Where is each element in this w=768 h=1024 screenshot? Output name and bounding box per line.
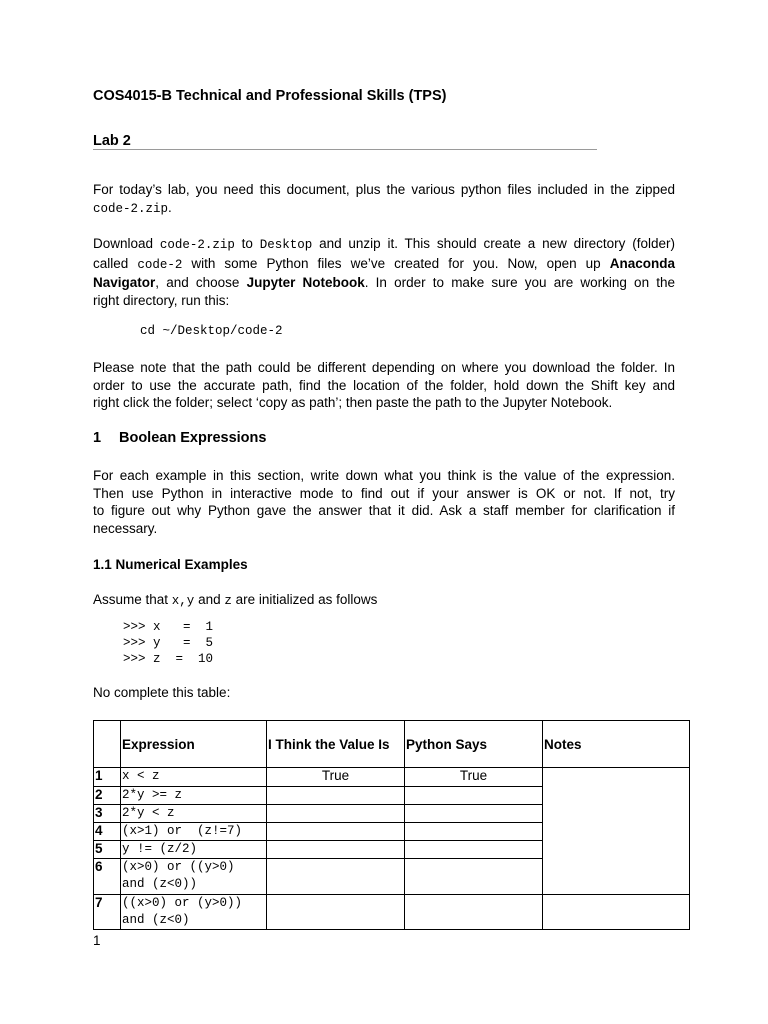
header-think: I Think the Value Is	[267, 721, 405, 768]
document-title: COS4015-B Technical and Professional Skills (TPS)	[93, 88, 447, 104]
zip-filename-code: code-2.zip	[159, 238, 235, 252]
row-python: True	[405, 768, 543, 787]
header-python: Python Says	[405, 721, 543, 768]
header-index	[94, 721, 121, 768]
assume-sentence: Assume that x,y and z are initialized as follows	[93, 592, 378, 608]
table-row: 5 y != (z/2)	[94, 841, 690, 859]
zip-filename: code-2.zip	[93, 201, 169, 216]
init-code-block: >>> x = 1 >>> y = 5 >>> z = 10	[123, 620, 214, 666]
jupyter-label: Jupyter Notebook	[246, 275, 365, 291]
row-think: True	[267, 768, 405, 787]
notes-cell	[543, 895, 690, 930]
section-intro-paragraph: For each example in this section, write down what you think is the value of the expression. Then use Python in interactive mode to find out if your answer is OK or not. If not, try to figure out why Python gave the answer that it did. Ask a staff member for clarification if necessary.	[93, 468, 675, 537]
section-title: Boolean Expressions	[119, 430, 267, 446]
table-row: 2 2*y >= z	[94, 787, 690, 805]
intro-line: For today’s lab, you need this document, plus the various python files included in the zipped	[93, 182, 675, 197]
download-paragraph: Download code-2.zip to Desktop and unzip it. This should create a new directory (folder) called code-2 with some Python files we’ve created for you. Now, open up Anaconda Navigator, and choose Jupyter Notebook. In order to make sure you are working on the right directory, run this:	[93, 236, 676, 309]
table-row: 3 2*y < z	[94, 805, 690, 823]
table-row: 6 (x>0) or ((y>0) and (z<0))	[94, 859, 690, 895]
heading-rule	[93, 149, 597, 150]
anaconda-label: Anaconda	[609, 255, 675, 271]
cd-command: cd ~/Desktop/code-2	[140, 324, 283, 338]
table-row: 4 (x>1) or (z!=7)	[94, 823, 690, 841]
lab-heading: Lab 2	[93, 133, 131, 149]
section-number: 1	[93, 430, 102, 446]
row-number: 1	[94, 768, 121, 787]
subsection-heading: 1.1 Numerical Examples	[93, 557, 248, 572]
table-instruction: No complete this table:	[93, 685, 231, 700]
desktop-code: Desktop	[259, 238, 313, 252]
table-row: 7 ((x>0) or (y>0)) and (z<0)	[94, 895, 690, 930]
section-heading	[93, 430, 266, 446]
expression-table	[93, 720, 690, 930]
folder-name-code: code-2	[137, 257, 183, 272]
page-number: 1	[93, 933, 101, 948]
header-notes: Notes	[543, 721, 690, 768]
table-row	[94, 768, 690, 787]
path-note-paragraph: Please note that the path could be different depending on where you download the folder. In order to use the accurate path, find the location of the folder, hold down the Shift key and right click the folder; select ‘copy as path’; then paste the path to the Jupyter Notebook.	[93, 360, 675, 411]
notes-cell	[543, 768, 690, 895]
z-code: z	[224, 594, 232, 608]
vars-code: x,y	[171, 594, 195, 608]
row-expression: x < z	[121, 768, 267, 787]
header-expression: Expression	[121, 721, 267, 768]
table-header-row	[94, 721, 690, 768]
intro-paragraph: For today’s lab, you need this document, plus the various python files included in the zipped code-2.zip.	[93, 182, 675, 216]
